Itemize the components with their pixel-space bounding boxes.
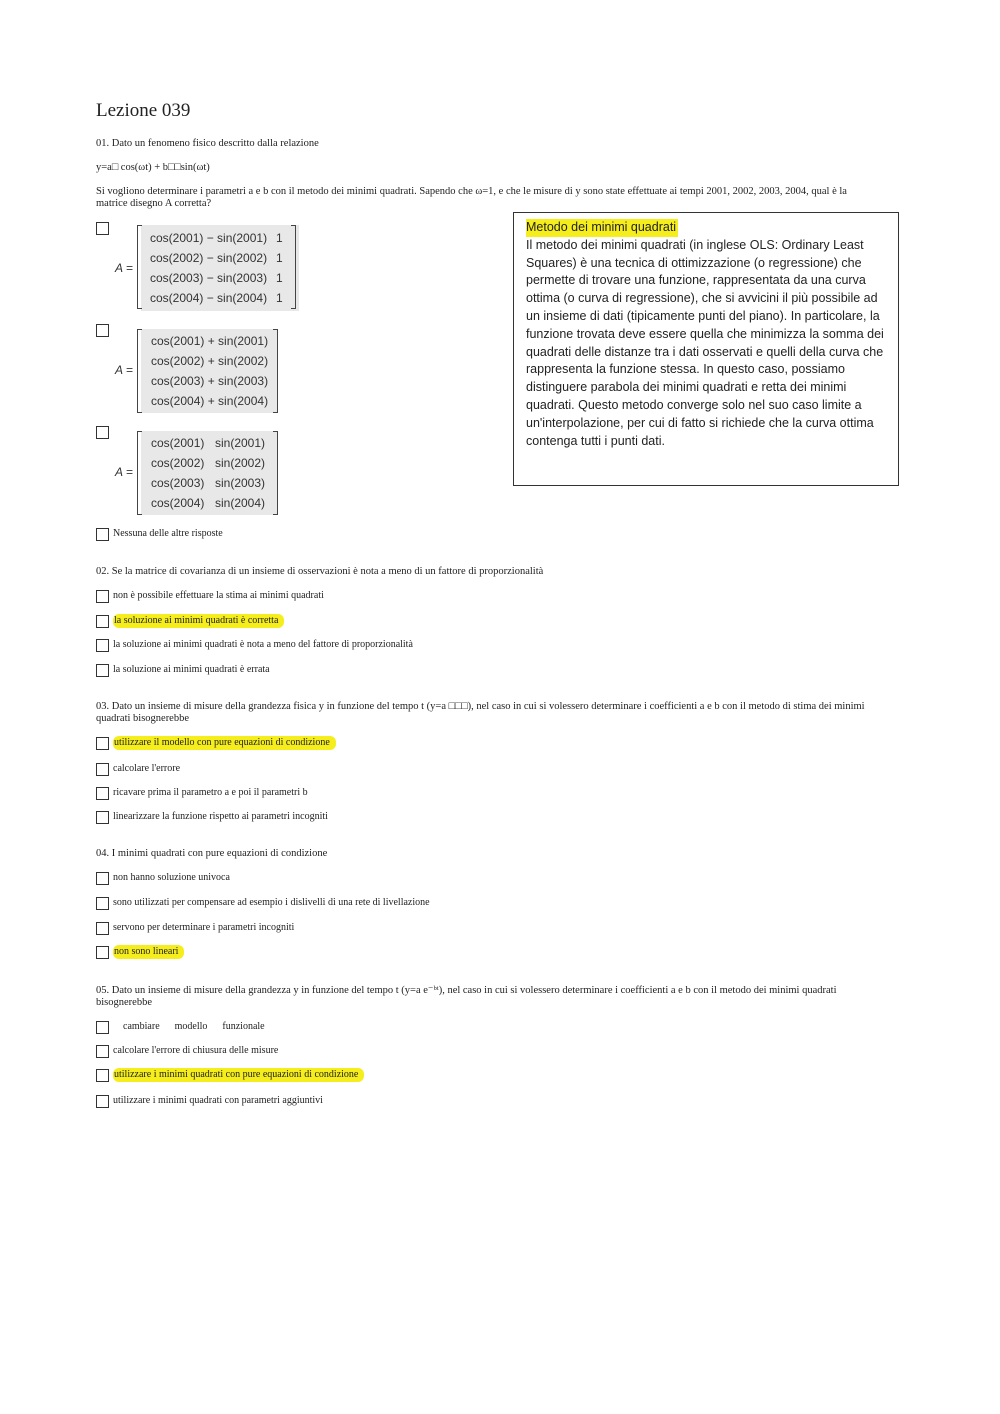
- matrix-cell: sin(2003): [215, 476, 266, 490]
- option-label-highlighted: non sono lineari: [113, 945, 184, 959]
- matrix-cell: cos(2004): [151, 496, 205, 510]
- option-label: utilizzare i minimi quadrati con parametri aggiuntivi: [113, 1095, 323, 1106]
- q1-option-1-checkbox[interactable]: [96, 222, 109, 235]
- matrix-cell: cos(2001) − sin(2001): [150, 231, 268, 245]
- option-label: linearizzare la funzione rispetto ai parametri incogniti: [113, 811, 328, 822]
- question-1-body: Si vogliono determinare i parametri a e b con il metodo dei minimi quadrati. Sapendo che ω=1, e che le misure di y sono state effettuate ai tempi 2001, 2002, 2003, 2004, qual è la matrice disegno A corretta?: [96, 186, 847, 209]
- info-box-text: Il metodo dei minimi quadrati (in inglese OLS: Ordinary Least Squares) è una tecnica di ottimizzazione (o regressione) che permette di trovare una funzione, rappresentata da una curva ottima (o curva di regressione), che si avvicini il più possibile ad un insieme di dati (tipicamente punti del piano). In particolare, la funzione trovata deve essere quella che minimizza la somma dei quadrati delle distanze tra i dati osservati e quelli della curva che rappresenta la funzione stessa. In questo caso, possiamo distinguere parabola dei minimi quadrati e retta dei minimi quadrati. Questo metodo converge solo nel suo caso limite a un'interpolazione, per cui di fatto si richiede che la curva ottima contenga tutti i punti dati.: [526, 237, 884, 448]
- question-1-formula: y=a□ cos(ωt) + b□□sin(ωt): [96, 162, 210, 173]
- matrix-label: A =: [115, 261, 133, 275]
- matrix-label: A =: [115, 465, 133, 479]
- q5-option-3[interactable]: [96, 1068, 364, 1082]
- checkbox[interactable]: [96, 1021, 109, 1034]
- matrix-cell: sin(2001): [215, 436, 266, 450]
- option-label: calcolare l'errore di chiusura delle misure: [113, 1045, 279, 1056]
- checkbox[interactable]: [96, 590, 109, 603]
- checkbox[interactable]: [96, 737, 109, 750]
- checkbox[interactable]: [96, 1095, 109, 1108]
- info-box-title: Metodo dei minimi quadrati: [526, 219, 678, 237]
- question-1-text: 01. Dato un fenomeno fisico descritto dalla relazione: [96, 138, 319, 149]
- option-label-highlighted: la soluzione ai minimi quadrati è corretta: [113, 614, 284, 628]
- q2-option-1[interactable]: [96, 589, 324, 603]
- matrix-cell: 1: [276, 291, 283, 305]
- option-label: non hanno soluzione univoca: [113, 872, 230, 883]
- matrix-cell: sin(2002): [215, 456, 266, 470]
- q2-option-2[interactable]: [96, 614, 284, 628]
- q5-option-4[interactable]: [96, 1094, 323, 1108]
- q1-option-4[interactable]: [96, 527, 223, 541]
- info-box: [513, 212, 899, 486]
- matrix-cell: 1: [276, 251, 283, 265]
- checkbox[interactable]: [96, 922, 109, 935]
- checkbox[interactable]: [96, 811, 109, 824]
- matrix-cell: cos(2002): [151, 456, 205, 470]
- q4-option-4[interactable]: [96, 945, 184, 959]
- option-label-highlighted: utilizzare i minimi quadrati con pure equazioni di condizione: [113, 1068, 364, 1082]
- checkbox[interactable]: [96, 946, 109, 959]
- matrix-cell: cos(2002) − sin(2002): [150, 251, 268, 265]
- q3-option-4[interactable]: [96, 810, 328, 824]
- option-label: ricavare prima il parametro a e poi il parametri b: [113, 787, 308, 798]
- q1-option-2-matrix: [115, 329, 285, 413]
- question-3-text: 03. Dato un insieme di misure della grandezza fisica y in funzione del tempo t (y=a □□□), nel caso in cui si volessero determinare i coefficienti a e b con il metodo di stima dei minimi quadrati bisognerebbe: [96, 701, 865, 724]
- matrix-cell: 1: [276, 271, 283, 285]
- option-label: non è possibile effettuare la stima ai minimi quadrati: [113, 590, 324, 601]
- matrix-label: A =: [115, 363, 133, 377]
- checkbox[interactable]: [96, 664, 109, 677]
- q1-option-1-matrix: [115, 225, 305, 311]
- matrix-cell: sin(2004): [215, 496, 266, 510]
- q5-option-2[interactable]: [96, 1044, 278, 1058]
- q1-option-3-checkbox[interactable]: [96, 426, 109, 439]
- matrix-cell: cos(2003) + sin(2003): [151, 374, 269, 388]
- option-label: la soluzione ai minimi quadrati è nota a meno del fattore di proporzionalità: [113, 639, 413, 650]
- q4-option-3[interactable]: [96, 921, 294, 935]
- q4-option-2[interactable]: [96, 896, 430, 910]
- q3-option-2[interactable]: [96, 762, 180, 776]
- question-5-text: 05. Dato un insieme di misure della grandezza y in funzione del tempo t (y=a e⁻ᵇᵗ), nel caso in cui si volessero determinare i coefficienti a e b con il metodo dei minimi quadrati bisognerebbe: [96, 985, 837, 1008]
- matrix-cell: cos(2001): [151, 436, 205, 450]
- q4-option-1[interactable]: [96, 871, 230, 885]
- checkbox[interactable]: [96, 615, 109, 628]
- checkbox[interactable]: [96, 872, 109, 885]
- question-2-text: 02. Se la matrice di covarianza di un insieme di osservazioni è nota a meno di un fattore di proporzionalità: [96, 566, 544, 577]
- option-label: servono per determinare i parametri incogniti: [113, 922, 295, 933]
- option-label: calcolare l'errore: [113, 763, 181, 774]
- q2-option-3[interactable]: [96, 638, 413, 652]
- checkbox[interactable]: [96, 1045, 109, 1058]
- page-title: Lezione 039: [96, 100, 191, 121]
- q1-option-3-matrix: [115, 431, 285, 515]
- q3-option-3[interactable]: [96, 786, 308, 800]
- matrix-cell: cos(2004) − sin(2004): [150, 291, 268, 305]
- matrix-cell: 1: [276, 231, 283, 245]
- option-label: Nessuna delle altre risposte: [113, 528, 223, 539]
- checkbox[interactable]: [96, 1069, 109, 1082]
- checkbox[interactable]: [96, 897, 109, 910]
- question-4-text: 04. I minimi quadrati con pure equazioni di condizione: [96, 848, 328, 859]
- checkbox[interactable]: [96, 528, 109, 541]
- q3-option-1[interactable]: [96, 736, 336, 750]
- option-label: la soluzione ai minimi quadrati è errata: [113, 664, 270, 675]
- option-label: cambiare modello funzionale: [113, 1021, 265, 1032]
- matrix-cell: cos(2004) + sin(2004): [151, 394, 269, 408]
- q1-option-2-checkbox[interactable]: [96, 324, 109, 337]
- q2-option-4[interactable]: [96, 663, 270, 677]
- q5-option-1[interactable]: [96, 1020, 265, 1034]
- option-label-highlighted: utilizzare il modello con pure equazioni di condizione: [113, 736, 336, 750]
- checkbox[interactable]: [96, 787, 109, 800]
- matrix-cell: cos(2001) + sin(2001): [151, 334, 269, 348]
- matrix-cell: cos(2003): [151, 476, 205, 490]
- option-label: sono utilizzati per compensare ad esempio i dislivelli di una rete di livellazione: [113, 897, 430, 908]
- checkbox[interactable]: [96, 639, 109, 652]
- matrix-cell: cos(2003) − sin(2003): [150, 271, 268, 285]
- checkbox[interactable]: [96, 763, 109, 776]
- matrix-cell: cos(2002) + sin(2002): [151, 354, 269, 368]
